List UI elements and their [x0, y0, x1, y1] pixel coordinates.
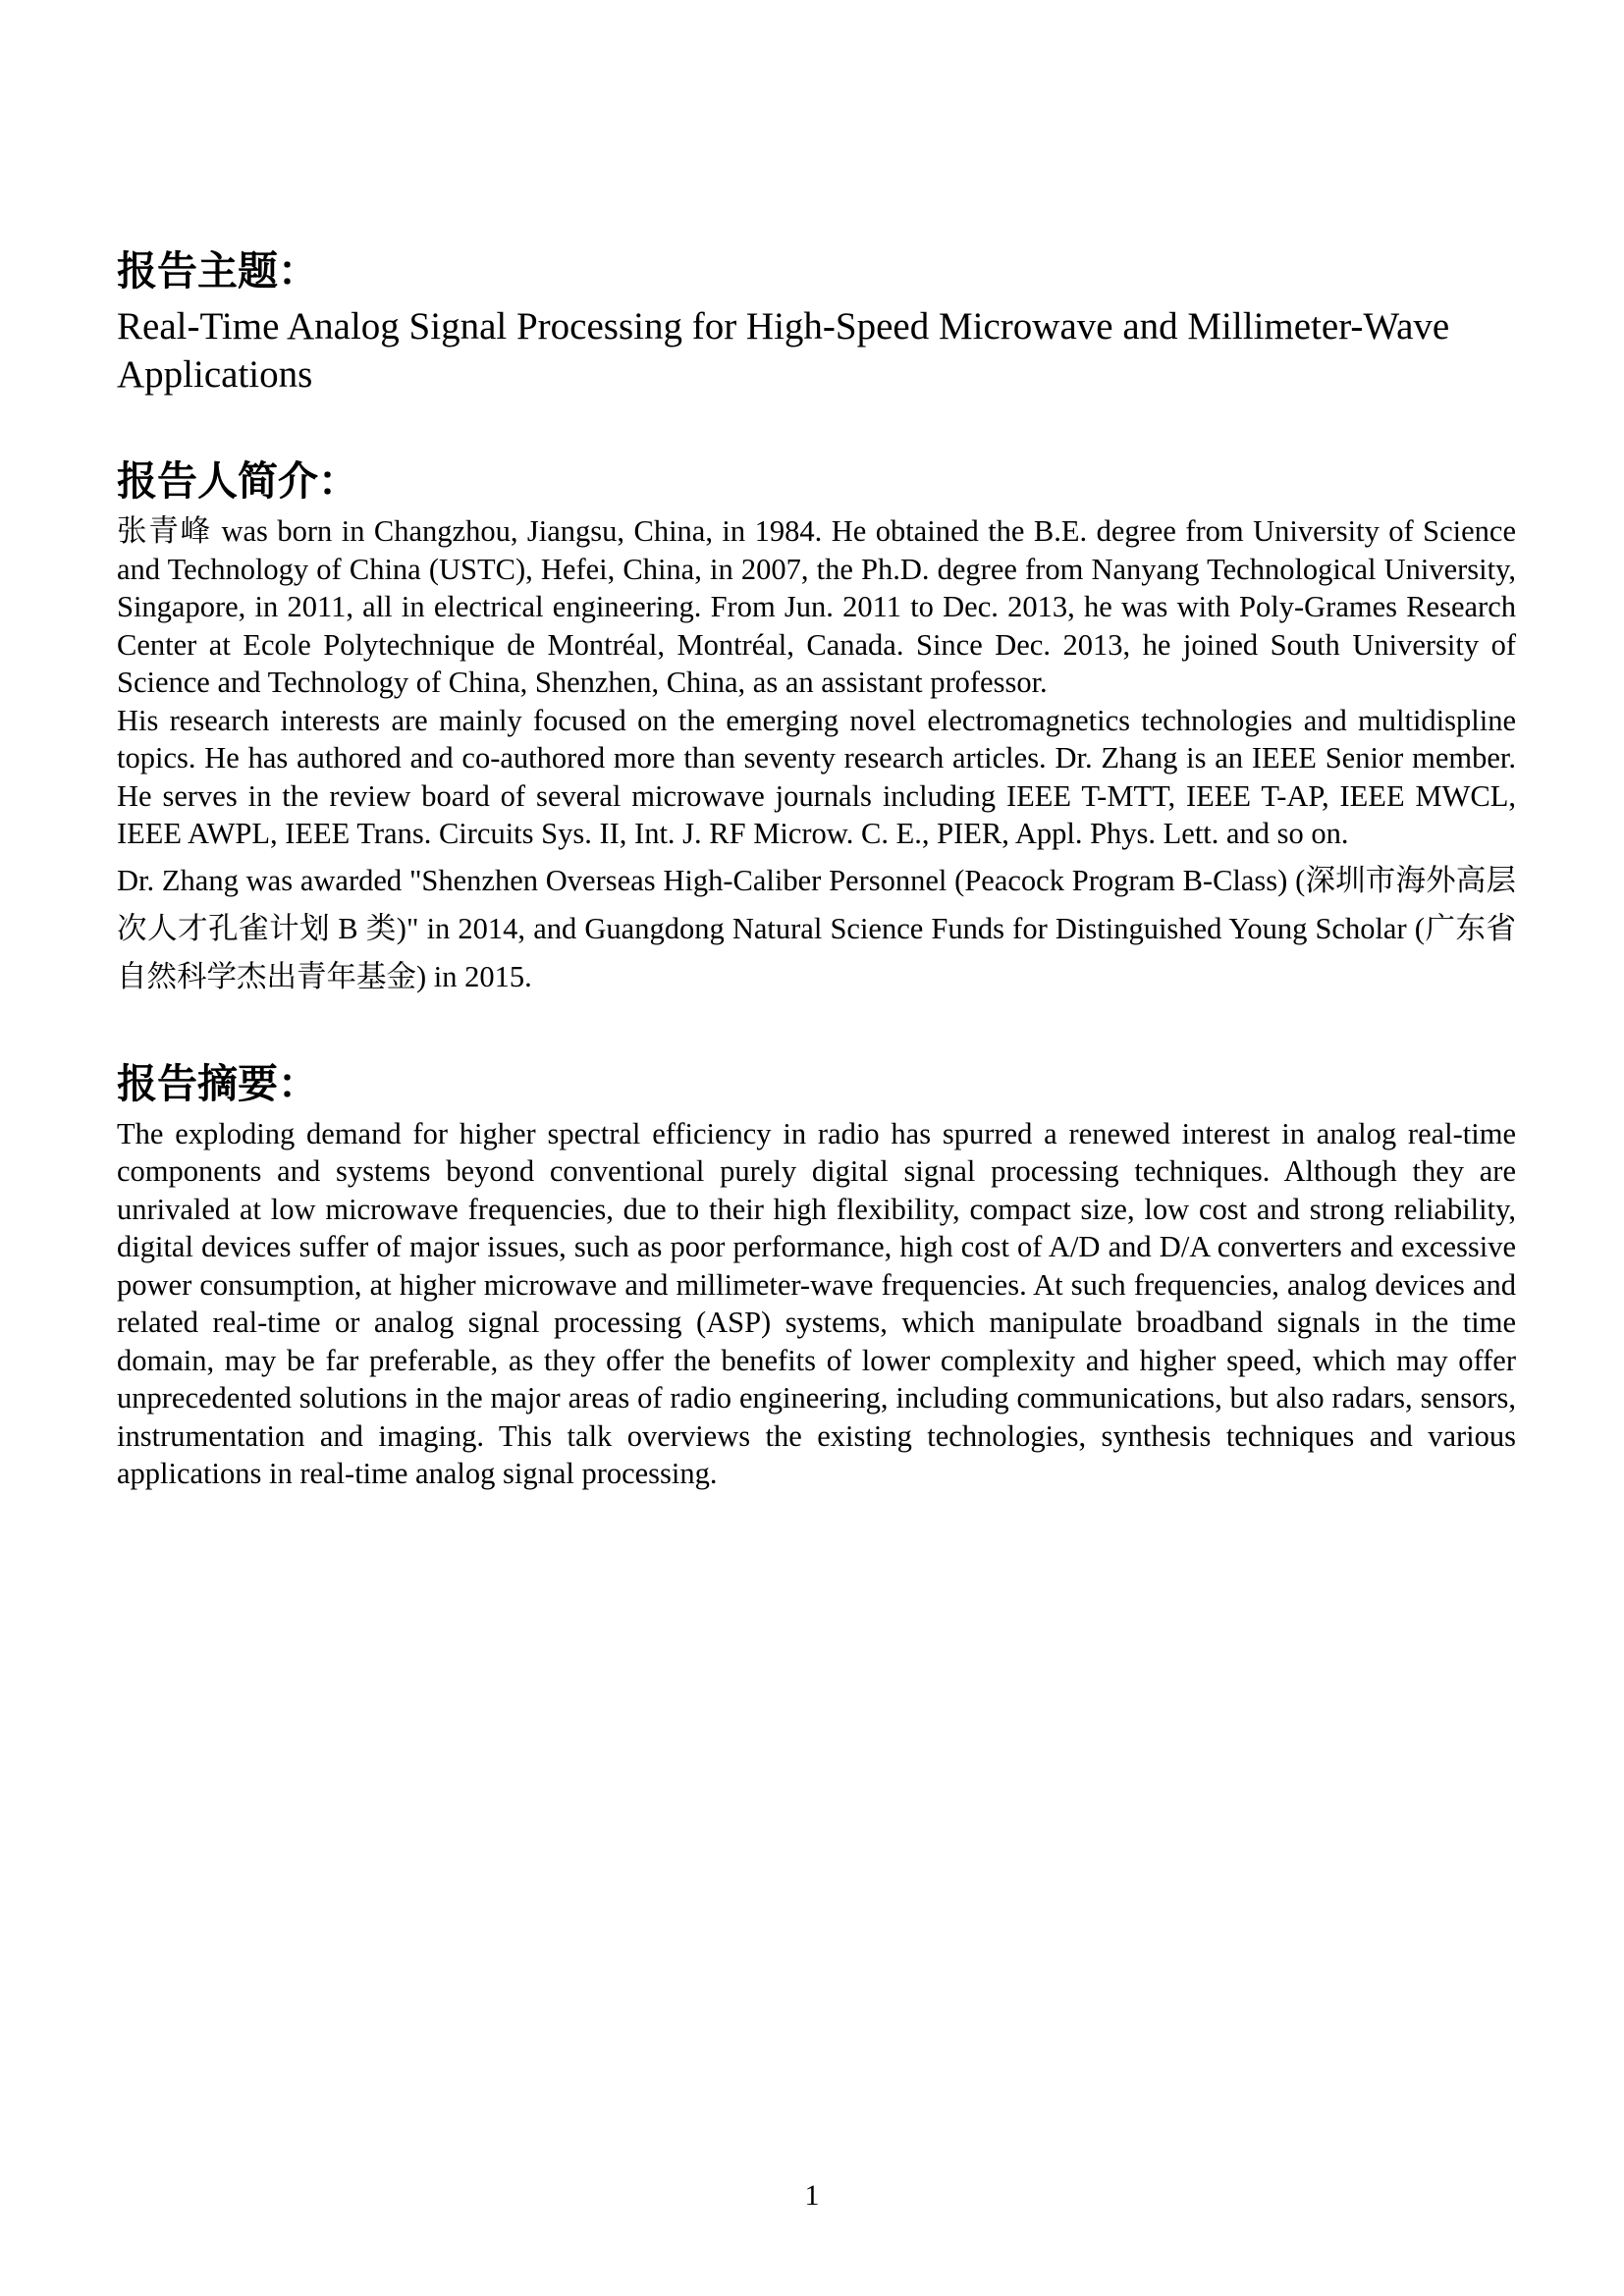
abstract-heading: 报告摘要： [117, 1059, 318, 1107]
bio-paragraph-2: His research interests are mainly focused on the emerging novel electromagnetics technologies and multidispline topics. He has authored and co-authored more than seventy research articles. Dr. Zhang is an IEEE Senior member. He serves in the review board of several microwave journals including IEEE T-MTT, IEEE T-AP, IEEE MWCL, IEEE AWPL, IEEE Trans. Circuits Sys. II, Int. J. RF Microw. C. E., PIER, Appl. Phys. Lett. and so on. [117, 703, 1516, 850]
abstract-body [117, 1115, 1516, 1493]
speaker-bio-section [117, 455, 1516, 1001]
topic-heading: 报告主题： [117, 247, 318, 294]
bio-body [117, 512, 1516, 1001]
report-title: Real-Time Analog Signal Processing for High-Speed Microwave and Millimeter-Wave Applications [117, 305, 1450, 396]
document-page [117, 245, 1516, 1493]
abstract-section [117, 1058, 1516, 1493]
bio-paragraph-3: Dr. Zhang was awarded "Shenzhen Overseas High-Caliber Personnel (Peacock Program B-Class) (深圳市海外高层次人才孔雀计划 B 类)" in 2014, and Guangdong Natural Science Funds for Distinguished Young Scholar (广东省自然科学杰出青年基金) in 2015. [117, 863, 1516, 993]
page-number: 1 [804, 2179, 820, 2212]
topic-section [117, 245, 1516, 399]
bio-heading: 报告人简介： [117, 457, 358, 505]
abstract-paragraph: The exploding demand for higher spectral efficiency in radio has spurred a renewed interest in analog real-time components and systems beyond conventional purely digital signal processing techniques. Although they are unrivaled at low microwave frequencies, due to their high flexibility, compact size, low cost and strong reliability, digital devices suffer of major issues, such as poor performance, high cost of A/D and D/A converters and excessive power consumption, at higher microwave and millimeter-wave frequencies. At such frequencies, analog devices and related real-time or analog signal processing (ASP) systems, which manipulate broadband signals in the time domain, may be far preferable, as they offer the benefits of lower complexity and higher speed, which may offer unprecedented solutions in the major areas of radio engineering, including communications, but also radars, sensors, instrumentation and imaging. This talk overviews the existing technologies, synthesis techniques and various applications in real-time analog signal processing. [117, 1116, 1516, 1490]
bio-paragraph-1: 张青峰 was born in Changzhou, Jiangsu, China, in 1984. He obtained the B.E. degree from University of Science and Technology of China (USTC), Hefei, China, in 2007, the Ph.D. degree from Nanyang Technological University, Singapore, in 2011, all in electrical engineering. From Jun. 2011 to Dec. 2013, he was with Poly-Grames Research Center at Ecole Polytechnique de Montréal, Montréal, Canada. Since Dec. 2013, he joined South University of Science and Technology of China, Shenzhen, China, as an assistant professor. [117, 514, 1516, 699]
